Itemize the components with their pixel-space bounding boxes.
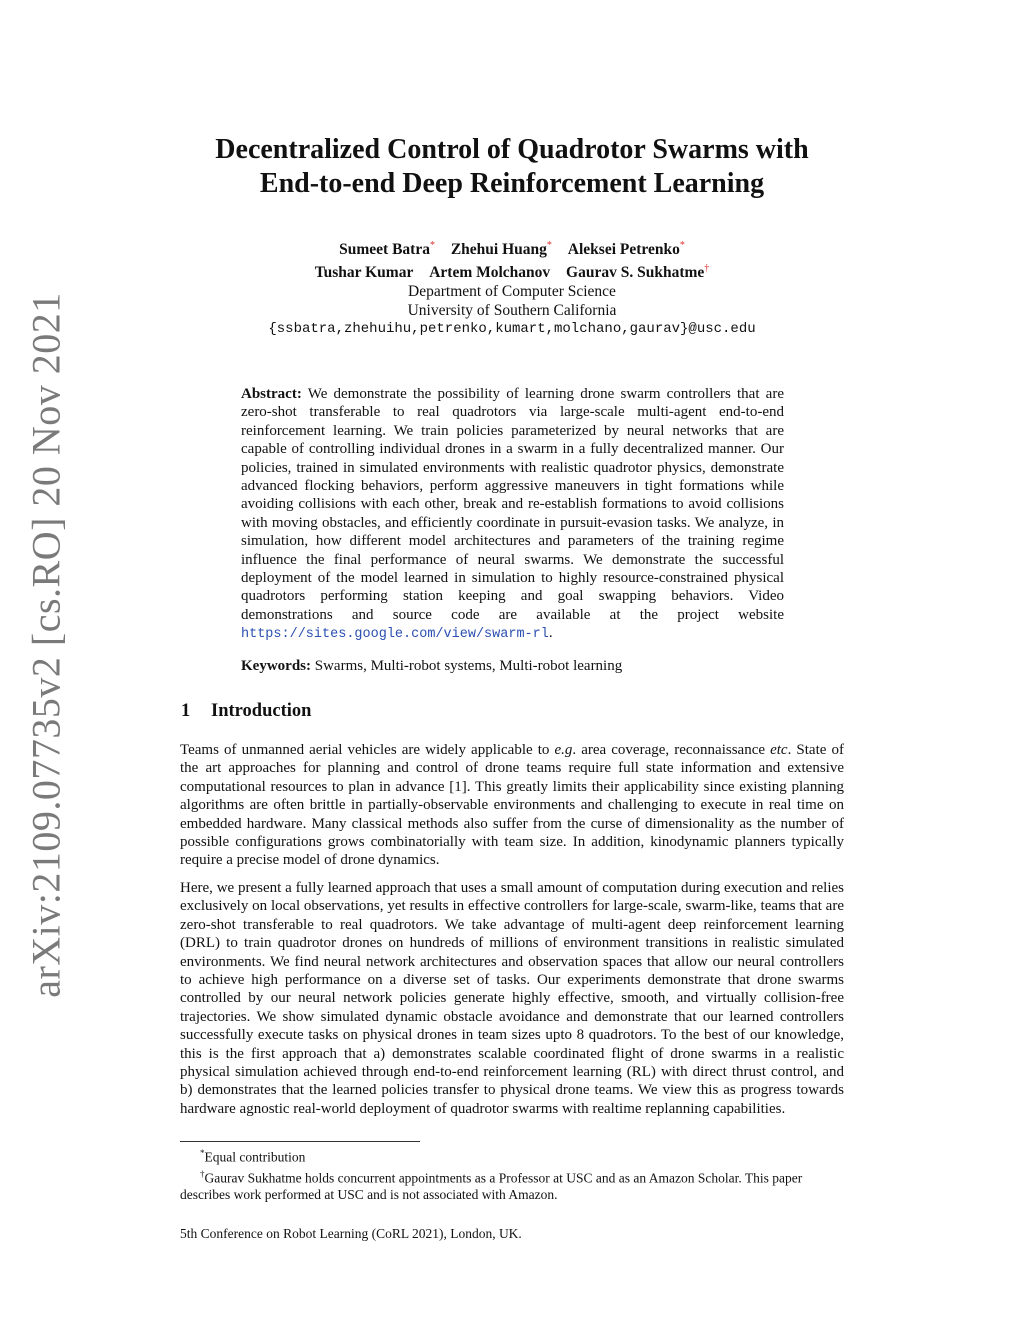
abstract-end: .	[548, 625, 553, 642]
abstract-label: Abstract:	[241, 386, 302, 402]
intro-paragraph-2: Here, we present a fully learned approach that uses a small amount of computation during execution and relies exclusively on local observations, yet results in effective controllers for large-scale, swarm-like, teams that are zero-shot transferable to real quadrotors. We take advantage of multi-agent deep reinforcement learning (DRL) to train quadrotor drones on hundreds of millions of environment transitions in realistic simulated environments. We find neural network architectures and observation spaces that allow our neural controllers to achieve high performance on a diverse set of tasks. Our experiments demonstrate that drone swarms controlled by our neural network policies generate highly effective, smooth, and virtually collision-free trajectories. We show simulated dynamic obstacle avoidance and demonstrate that our learned controllers successfully execute tasks on physical drones in team sizes upto 8 quadrotors. To the best of our knowledge, this is the first approach that a) demonstrates scalable coordinated flight of drone swarms in a realistic physical simulation achieved through end-to-end reinforcement learning (RL) with direct thrust control, and b) demonstrates that the learned policies transfer to physical drone teams. We view this as progress towards hardware agnostic real-world deployment of quadrotor swarms with realtime replanning capabilities.	[180, 880, 844, 1117]
footnotes	[180, 1145, 844, 1203]
equal-contribution-mark: *	[546, 240, 552, 251]
keywords	[241, 657, 784, 675]
footnote-text: Gaurav Sukhatme holds concurrent appointments as a Professor at USC and as an Amazon Scholar. This paper describes work performed at USC and is not associated with Amazon.	[180, 1170, 803, 1202]
keywords-text: Swarms, Multi-robot systems, Multi-robot learning	[314, 658, 623, 674]
project-website-link[interactable]: https://sites.google.com/view/swarm-rl	[241, 627, 549, 643]
author-name: Aleksei Petrenko	[567, 241, 680, 259]
abstract	[241, 385, 784, 645]
author-block	[150, 236, 874, 339]
footnote-mark: †	[200, 1168, 205, 1179]
university: University of Southern California	[407, 302, 617, 320]
italic-text: e.g	[554, 742, 573, 758]
intro-paragraph-1	[180, 741, 844, 870]
author-name: Gaurav S. Sukhatme	[566, 264, 705, 282]
author-row-1	[150, 236, 874, 259]
title-line-1: Decentralized Control of Quadrotor Swarms with	[215, 134, 809, 165]
author-name: Tushar Kumar	[314, 264, 414, 282]
italic-text: etc	[770, 742, 788, 758]
equal-contribution-mark: *	[429, 240, 435, 251]
abstract-text: We demonstrate the possibility of learning drone swarm controllers that are zero-shot transferable to real quadrotors via large-scale multi-agent end-to-end reinforcement learning. We train policies parameterized by neural networks that are capable of controlling individual drones in a swarm in a fully decentralized manner. Our policies, trained in simulated environments with realistic quadrotor physics, demonstrate advanced flocking behaviors, perform aggressive maneuvers in tight formations while avoiding collisions with each other, break and re-establish formations to avoid collisions with moving obstacles, and efficiently coordinate in pursuit-evasion tasks. We analyze, in simulation, how different model architectures and parameters of the training regime influence the final performance of neural swarms. We demonstrate the successful deployment of the model learned in simulation to highly resource-constrained physical quadrotors performing station keeping and goal swapping behaviors. Video demonstrations and source code are available at the project website	[241, 386, 784, 623]
footnote-divider	[180, 1141, 420, 1142]
section-number: 1	[181, 701, 191, 721]
paper-title	[150, 133, 874, 201]
section-title: Introduction	[211, 701, 312, 721]
dagger-mark: †	[704, 263, 710, 275]
paragraph-text: . This greatly limits their applicability since existing planning algorithms are often brittle in partially-observable environments and challenging to execute in real time on embedded hardware. Many classical methods also suffer from the curse of dimensionality as the number of possible configurations grows combinatorially with team size. In addition, kinodynamic planners typically require a precise model of drone dynamics.	[180, 778, 844, 869]
footnote-1	[180, 1145, 844, 1166]
department: Department of Computer Science	[408, 283, 616, 301]
paragraph-text: . State of the art approaches for planning and control of drone teams require full state information and extensive computational resources to plan in advance	[180, 742, 844, 795]
author-name: Sumeet Batra	[339, 241, 430, 259]
equal-contribution-mark: *	[679, 240, 685, 251]
section-heading	[181, 701, 311, 722]
footnote-2	[180, 1166, 844, 1204]
title-line-2: End-to-end Deep Reinforcement Learning	[259, 168, 765, 199]
citation-link[interactable]: [1]	[449, 778, 467, 795]
paragraph-text: Teams of unmanned aerial vehicles are widely applicable to	[180, 742, 555, 758]
author-row-2	[150, 259, 874, 282]
arxiv-identifier: arXiv:2109.07735v2 [cs.RO] 20 Nov 2021	[23, 292, 69, 998]
keywords-label: Keywords:	[241, 658, 311, 674]
author-emails: {ssbatra,zhehuihu,petrenko,kumart,molchano,gaurav}@usc.edu	[268, 321, 756, 338]
author-name: Artem Molchanov	[429, 264, 551, 282]
footnote-mark: *	[200, 1148, 205, 1158]
venue-footer: 5th Conference on Robot Learning (CoRL 2021), London, UK.	[180, 1226, 522, 1241]
paragraph-text: . area coverage, reconnaissance	[572, 742, 771, 758]
footnote-text: Equal contribution	[204, 1149, 306, 1165]
author-name: Zhehui Huang	[450, 241, 547, 259]
